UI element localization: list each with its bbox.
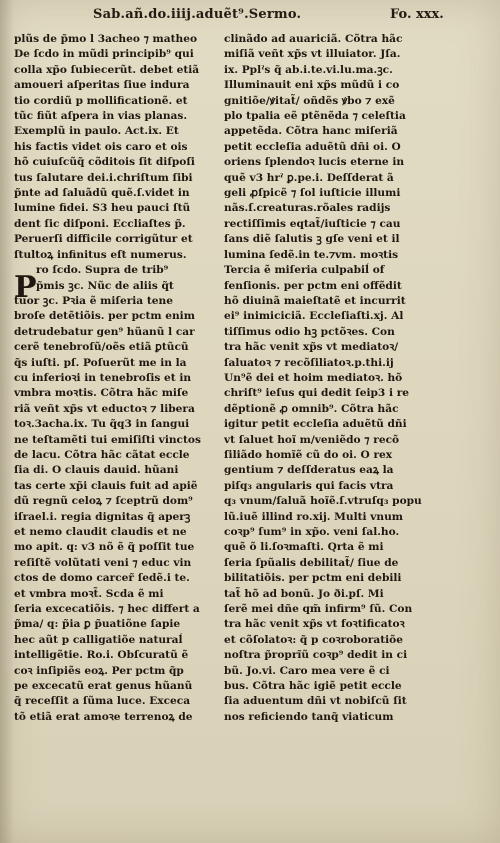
text-line: q̃s iuſti. pſ. Poſuerũt me in la	[14, 356, 187, 369]
text-line: et cõſolatoꝛ: q̃ p coꝛroboratiõe	[224, 633, 403, 646]
text-line: geli ꝓſpicẽ ⁊ ſol iuſticie illumi	[224, 187, 401, 200]
text-line: tuor ꝫc. Pꝛia ẽ miſeria tene	[14, 294, 173, 307]
text-line: intelligẽtie. Ro.i. Obſcuratũ ẽ	[14, 649, 189, 662]
text-line: iſrael.i. regia dignitas q̃ aperꝫ	[14, 510, 191, 523]
text-line: ſeria ſpũalis debilitat̃/ ſiue de	[224, 556, 399, 569]
text-line: Un⁹ẽ dei et hoim mediatoꝛ. hõ	[224, 371, 403, 384]
text-line: chriſt⁹ ieſus qui dedit ſeip3 i re	[224, 387, 410, 400]
text-line: vmbra moꝛtis. Cõtra hãc miſe	[14, 387, 189, 400]
text-line: ſerẽ mei dñe qm̃ infirm⁹ ſũ. Con	[224, 603, 413, 616]
text-line: tõ etiã erat amoꝛe terrenoꝝ de	[14, 710, 193, 723]
text-line: tus ſalutare dei.i.chriſtum ſibi	[14, 171, 193, 184]
text-line: tra hãc venit xp̃s vt mediatoꝛ/	[224, 341, 399, 354]
text-line: appetẽda. Cõtra hanc miſeriã	[224, 125, 398, 138]
text-line: bilitatiõis. per pctm eni debili	[224, 572, 402, 585]
text-line: quẽ v3 hrˀ ꝑ.pe.i. Deſſderat ã	[224, 171, 394, 184]
text-line: broſe detẽtiõis. per pctm enim	[14, 310, 195, 323]
text-line: et nemo claudit claudis et ne	[14, 526, 187, 538]
text-line: fenſionis. per pctm eni offẽdit	[224, 279, 402, 292]
text-line: ſtultoꝝ infinitus eſt numerus.	[14, 248, 187, 261]
text-line: tũc fiũt aſpera in vias planas.	[14, 110, 188, 123]
text-line: ro ſcdo. Supra de trib⁹	[36, 264, 169, 277]
text-line: bũ. Jo.vi. Caro mea vere ẽ ci	[224, 664, 390, 677]
text-line: ei⁹ inimiciciã. Eccleſiaſti.xj. Al	[224, 310, 404, 323]
text-line: dũ regnũ celoꝝ ⁊ ſceptrũ dom⁹	[14, 495, 193, 508]
text-line: ſia aduentum dñi vt nobiſcũ ſit	[224, 695, 407, 708]
text-line: gentium ⁊ deſſderatus eaꝝ la	[224, 464, 394, 477]
text-line: hõ diuinã maieſtatẽ et incurrit	[224, 294, 406, 307]
text-line: bus. Cõtra hãc igiẽ petit eccle	[224, 680, 402, 693]
text-line: clinãdo ad auariciã. Cõtra hãc	[224, 33, 403, 45]
text-line: piſq₃ angularis qui facis vtra	[224, 479, 394, 492]
text-line: ſeria excecatiõis. ⁊ hec differt a	[14, 603, 200, 616]
text-line: vt ſaluet hoĩ m/veniẽdo ⁊ recõ	[224, 433, 400, 446]
text-line: noſtra p̃roprĩũ coꝛp⁹ dedit in ci	[224, 649, 408, 662]
text-line: ne teſtamẽti tui emiſiſti vinctos	[14, 433, 201, 446]
text-line: dent ſic diſponi. Eccliaſtes p̃.	[14, 217, 186, 230]
text-line: Illuminauit eni xp̃s mũdũ i co	[224, 79, 400, 92]
text-line: colla xp̃o ſubiecerũt. debet etiã	[14, 63, 200, 76]
text-line: toꝛ.3acha.ix. Tu q̃q3 in ſangui	[14, 418, 190, 431]
text-line: Peruerſi difficile corrigũtur et	[14, 233, 193, 246]
text-line: De ſcdo in mũdi principib⁹ qui	[14, 48, 194, 61]
text-line: et vmbra moꝛt̃. Scda ẽ mi	[14, 587, 164, 600]
text-line: ſiliãdo homĩẽ cũ do oi. O rex	[224, 448, 393, 461]
text-line: reſiſtẽ volũtati veni ⁊ educ vin	[14, 556, 192, 569]
text-line: petit eccleſia aduẽtũ dñi oi. O	[224, 140, 401, 153]
text-line: lumine fidei. S3 heu pauci ſtũ	[14, 202, 191, 215]
text-line: lumina ſedẽ.in te.⁊vm. moꝛtis	[224, 248, 399, 261]
text-line: p̃mis ꝫc. Nũc de aliis q̃t	[36, 279, 174, 292]
text-line: tra hãc venit xp̃s vt foꝛtificatoꝛ	[224, 618, 405, 631]
text-line: riã veñt xp̃s vt eductoꝛ ⁊ libera	[14, 402, 195, 415]
text-line: coꝛp⁹ ſum⁹ in xp̃o. veni ſal.ho.	[224, 526, 400, 538]
text-line: ſia di. O clauis dauid. hũani	[14, 464, 179, 477]
text-line: quẽ õ li.ſoꝛmaſti. Qrta ẽ mi	[224, 541, 384, 554]
text-line: nãs.ſ.creaturas.rõales radijs	[224, 202, 391, 215]
text-line: plo tpalia eẽ ptẽnẽda ⁊ celeſtia	[224, 110, 406, 123]
text-line: pe excecatũ erat genus hũanũ	[14, 680, 193, 693]
text-line: dẽptionẽ ꝓ omnib⁹. Cõtra hãc	[224, 402, 399, 415]
folio-number: Fo. xxx.	[390, 7, 444, 22]
text-line: amoueri aſperitas ſiue indura	[14, 79, 190, 92]
text-line: tiſſimus odio hꝫ pctõꝛes. Con	[224, 325, 395, 338]
text-line: cerẽ tenebroſũ/oẽs etiã ꝑtũcũ	[14, 341, 189, 354]
text-line: his factis videt ois caro et ois	[14, 140, 188, 153]
text-line: ix. Pplˀs q̃ ab.i.te.vi.lu.ma.ꝫc.	[224, 63, 393, 76]
text-line: mo apit. q: v3 nõ ẽ q̃ poſſit tue	[14, 541, 195, 554]
text-line: plũs de p̃mo l 3acheo ⁊ matheo	[14, 33, 198, 45]
right-text-column	[224, 32, 434, 725]
text-line: lũ.iuẽ illind ro.xij. Multi vnum	[224, 510, 403, 523]
page-header	[0, 7, 500, 27]
text-line: hec aũt p calligatiõe naturaĺ	[14, 633, 183, 646]
text-line: Tercia ẽ miſeria culpabiĺ of	[224, 264, 385, 277]
page-gutter-shadow	[0, 0, 14, 843]
text-line: tat̃ hõ ad bonũ. Jo ði.pſ. Mi	[224, 587, 384, 600]
text-line: coꝛ inſipiẽs eoꝝ. Per pctm q̃p	[14, 664, 184, 677]
text-line: gnitiõe/ꝟitat̃/ oñdẽs ꝟbo ⁊ exẽ	[224, 94, 395, 107]
text-line: p̃ma/ q: p̃ia ꝑ p̃uatiõne ſapie	[14, 618, 181, 631]
left-text-column	[14, 32, 218, 725]
text-line: nos reficiendo tanq̃ viaticum	[224, 710, 394, 723]
text-line: igitur petit eccleſia aduẽtũ dñi	[224, 418, 407, 431]
text-line: cu inferioꝛi in tenebroſis et in	[14, 371, 192, 384]
decorated-initial: P	[14, 270, 37, 305]
text-line: miſiã veñt xp̃s vt illuiator. Jſa.	[224, 48, 401, 61]
text-line: detrudebatur gen⁹ hũanũ l car	[14, 325, 195, 338]
text-line: Exemplũ in paulo. Act.ix. Et	[14, 125, 179, 138]
text-line: tio cordiũ p mollificationẽ. et	[14, 94, 188, 107]
running-head: Sab.añ.do.iiij.aduẽt⁹.Sermo.	[93, 7, 302, 22]
text-line: oriens ſplendoꝛ lucis eterne in	[224, 156, 405, 169]
text-line: de lacu. Cõtra hãc cãtat eccle	[14, 448, 190, 461]
text-line: tas certe xp̃i clauis fuit ad apiẽ	[14, 479, 198, 492]
text-line: ſans diẽ ſalutis ꝫ gſe veni et il	[224, 233, 400, 246]
text-line: ctos de domo carcer̃ ſedẽ.i te.	[14, 572, 190, 585]
text-line: p̃nte ad ſaluãdũ quẽ.ſ.videt in	[14, 187, 190, 200]
text-line: rectiſſimis eqtat̃/iuſticie ⁊ cau	[224, 217, 401, 230]
text-line: q̃ receſſit a ſũma luce. Exceca	[14, 695, 191, 708]
text-line: q₃ vnum/ſaluã hoĩẽ.ſ.vtruſq₃ popu	[224, 495, 422, 508]
text-line: ſaluatoꝛ ⁊ recõſiliatoꝛ.p.thi.ij	[224, 356, 394, 369]
text-line: hõ cuiuſcũq̃ cõditois ſit diſpoſi	[14, 156, 195, 169]
